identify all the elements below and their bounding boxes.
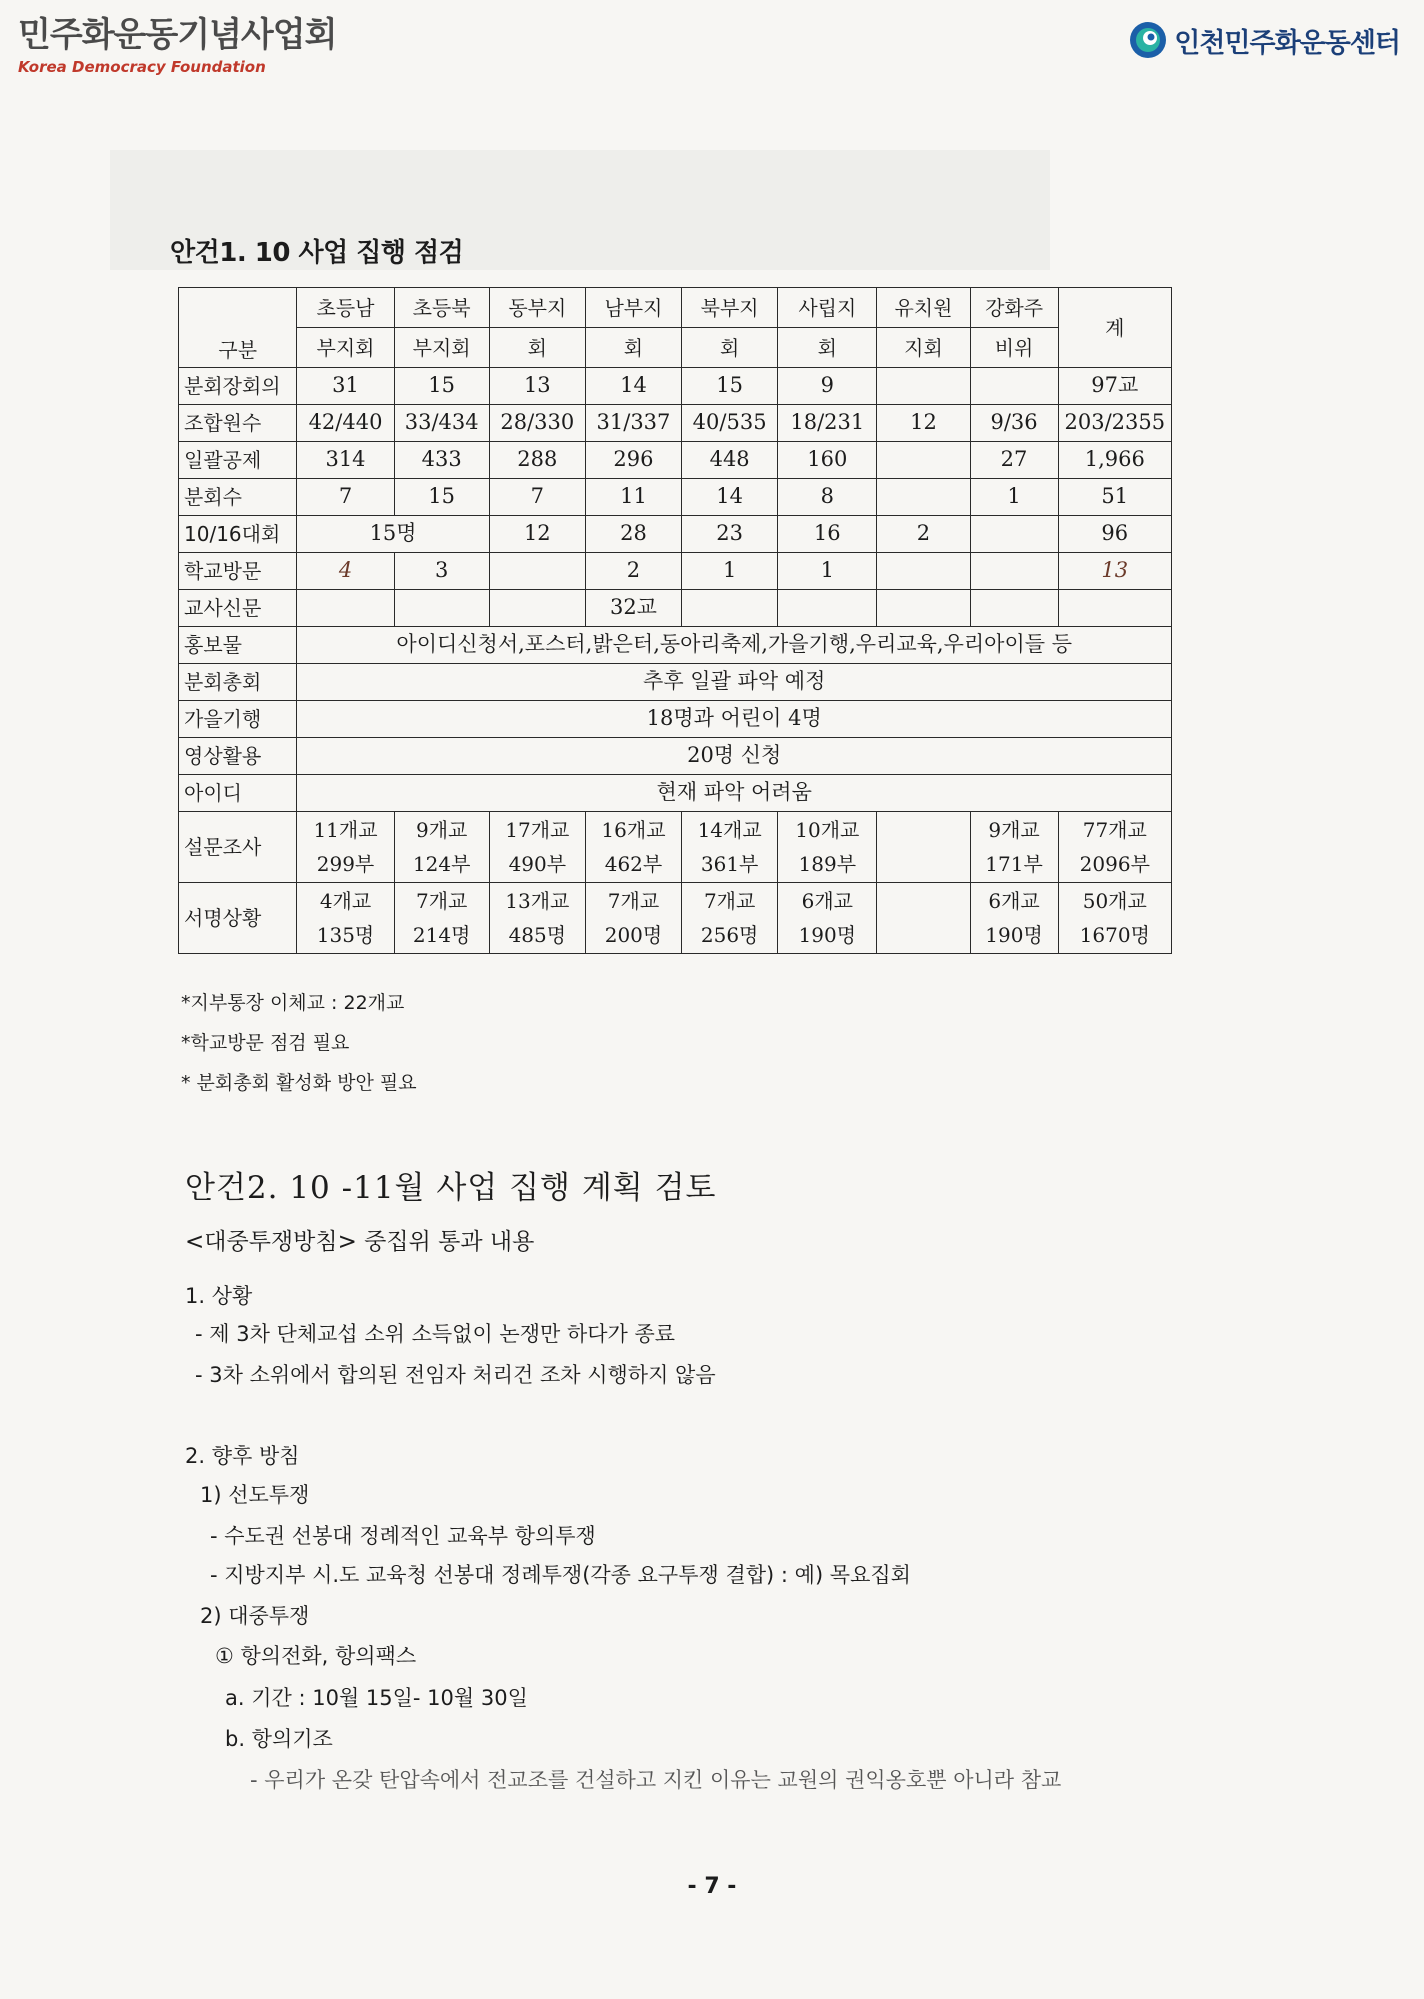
table-cell: 42/440: [297, 405, 394, 442]
table-cell: 33/434: [394, 405, 489, 442]
cell-line: 462부: [604, 852, 663, 876]
column-header: 회: [489, 328, 585, 368]
table-cell: [970, 553, 1058, 590]
corner-header: 구분: [179, 288, 297, 368]
table-cell: [1058, 590, 1171, 627]
cell-line: 6개교: [801, 889, 853, 913]
cell-line: 14개교: [697, 818, 762, 842]
table-cell: 12: [877, 405, 970, 442]
cell-line: 11개교: [313, 818, 378, 842]
row-label: 분회총회: [179, 664, 297, 701]
table-row: [179, 664, 1172, 701]
table-cell: [297, 883, 394, 954]
table-cell: 13: [489, 368, 585, 405]
cell-line: 17개교: [505, 818, 570, 842]
table-cell: [970, 368, 1058, 405]
cell-line: 77개교: [1082, 818, 1147, 842]
body-line: ① 항의전화, 항의팩스: [215, 1644, 417, 1668]
span-cell: 18명과 어린이 4명: [297, 701, 1172, 738]
table-cell: [297, 812, 394, 883]
table-row: [179, 368, 1172, 405]
table-row: [179, 883, 1172, 954]
cell-line: 361부: [700, 852, 759, 876]
table-cell: [970, 516, 1058, 553]
table-row: [179, 812, 1172, 883]
table-cell: 31: [297, 368, 394, 405]
handwritten-cell: 4: [297, 553, 394, 590]
cell-line: 190명: [985, 923, 1043, 947]
column-header: 사립지: [778, 288, 877, 328]
table-cell: [970, 812, 1058, 883]
cell-line: 171부: [985, 852, 1043, 876]
table-cell: 1: [682, 553, 778, 590]
row-label: 가을기행: [179, 701, 297, 738]
total-column-header: 계: [1058, 288, 1171, 368]
table-cell: [970, 590, 1058, 627]
body-line: - 우리가 온갖 탄압속에서 전교조를 건설하고 지킨 이유는 교원의 권익옹호뿐 아니라 참교: [250, 1768, 1062, 1792]
agenda1-title: 안건1. 10 사업 집행 점검: [170, 238, 464, 268]
table-cell: 3: [394, 553, 489, 590]
table-cell: [585, 883, 681, 954]
table-cell: 8: [778, 479, 877, 516]
table-cell: 448: [682, 442, 778, 479]
column-header: 회: [585, 328, 681, 368]
row-label: 서명상황: [179, 883, 297, 954]
cell-line: 7개교: [415, 889, 468, 913]
note-line: * 분회총회 활성화 방안 필요: [181, 1072, 417, 1094]
incheon-center-logo: [1128, 20, 1400, 60]
cell-line: 50개교: [1082, 889, 1147, 913]
row-label: 10/16대회: [179, 516, 297, 553]
project-status-table: [178, 287, 1172, 954]
body-line: - 3차 소위에서 합의된 전임자 처리건 조차 시행하지 않음: [195, 1363, 716, 1387]
table-notes: [181, 988, 417, 1108]
span-cell: 현재 파악 어려움: [297, 775, 1172, 812]
table-cell: [877, 812, 970, 883]
table-cell: [877, 590, 970, 627]
note-line: *지부통장 이체교 : 22개교: [181, 992, 405, 1014]
table-cell: 15: [394, 479, 489, 516]
table-cell: 1: [970, 479, 1058, 516]
table-cell: 14: [585, 368, 681, 405]
incheon-center-name: 인천민주화운동센터: [1174, 27, 1400, 59]
table-cell: [682, 812, 778, 883]
merged-cell: 15명: [297, 516, 489, 553]
kdf-logo-korean: 민주화운동기념사업회: [18, 15, 337, 55]
row-label: 분회장회의: [179, 368, 297, 405]
table-cell: [489, 553, 585, 590]
table-cell: 31/337: [585, 405, 681, 442]
section-heading: 2. 향후 방침: [185, 1444, 300, 1468]
row-label: 학교방문: [179, 553, 297, 590]
span-cell: 20명 신청: [297, 738, 1172, 775]
table-row: [179, 442, 1172, 479]
column-header: 남부지: [585, 288, 681, 328]
table-cell: [877, 553, 970, 590]
handwritten-cell: 13: [1058, 553, 1171, 590]
table-cell: 296: [585, 442, 681, 479]
table-row: [179, 627, 1172, 664]
table-cell: [489, 590, 585, 627]
table-cell: 203/2355: [1058, 405, 1171, 442]
cell-line: 9개교: [988, 818, 1040, 842]
table-cell: 97교: [1058, 368, 1171, 405]
table-cell: [394, 883, 489, 954]
table-cell: [778, 812, 877, 883]
table-cell: 2: [585, 553, 681, 590]
cell-line: 9개교: [415, 818, 468, 842]
row-label: 영상활용: [179, 738, 297, 775]
table-cell: 1,966: [1058, 442, 1171, 479]
table-header-row-1: [179, 288, 1172, 328]
cell-line: 7개교: [607, 889, 660, 913]
table-cell: 1: [778, 553, 877, 590]
swirl-emblem-icon: [1128, 20, 1168, 60]
table-cell: 16: [778, 516, 877, 553]
table-cell: [778, 883, 877, 954]
table-cell: 15: [682, 368, 778, 405]
note-line: *학교방문 점검 필요: [181, 1032, 350, 1054]
table-cell: [585, 812, 681, 883]
kdf-logo: [18, 15, 337, 76]
column-header: 동부지: [489, 288, 585, 328]
agenda2-title: 안건2. 10 -11월 사업 집행 계획 검토: [185, 1170, 717, 1206]
column-header: 초등남: [297, 288, 394, 328]
cell-line: 7개교: [703, 889, 756, 913]
cell-line: 135명: [316, 923, 375, 947]
cell-line: 189부: [798, 852, 857, 876]
table-cell: [970, 883, 1058, 954]
table-cell: 160: [778, 442, 877, 479]
table-cell: 12: [489, 516, 585, 553]
cell-line: 4개교: [319, 889, 372, 913]
body-line: a. 기간 : 10월 15일- 10월 30일: [225, 1686, 528, 1710]
column-header: 회: [778, 328, 877, 368]
cell-line: 190명: [798, 923, 857, 947]
cell-line: 490부: [508, 852, 567, 876]
table-cell: 314: [297, 442, 394, 479]
table-cell: 32교: [585, 590, 681, 627]
subsection-heading: 1) 선도투쟁: [200, 1483, 310, 1507]
table-cell: 7: [489, 479, 585, 516]
table-row: [179, 553, 1172, 590]
table-cell: [877, 442, 970, 479]
row-label: 아이디: [179, 775, 297, 812]
column-header: 지회: [877, 328, 970, 368]
table-cell: 7: [297, 479, 394, 516]
table-row: [179, 405, 1172, 442]
body-line: b. 항의기조: [225, 1727, 333, 1751]
page-number: - 7 -: [687, 1874, 737, 1899]
cell-line: 124부: [412, 852, 471, 876]
column-header: 부지회: [394, 328, 489, 368]
table-cell: 96: [1058, 516, 1171, 553]
table-cell: [682, 590, 778, 627]
table-cell: 9/36: [970, 405, 1058, 442]
column-header: 북부지: [682, 288, 778, 328]
table-cell: 433: [394, 442, 489, 479]
table-cell: 28: [585, 516, 681, 553]
table-cell: 27: [970, 442, 1058, 479]
row-label: 일괄공제: [179, 442, 297, 479]
subsection-heading: 2) 대중투쟁: [200, 1604, 310, 1628]
table-cell: 14: [682, 479, 778, 516]
table-header-row-2: [179, 328, 1172, 368]
column-header: 비위: [970, 328, 1058, 368]
column-header: 유치원: [877, 288, 970, 328]
table-row: [179, 701, 1172, 738]
table-row: [179, 590, 1172, 627]
cell-line: 10개교: [795, 818, 860, 842]
body-line: - 지방지부 시.도 교육청 선봉대 정례투쟁(각종 요구투쟁 결합) : 예) 목요집회: [210, 1563, 911, 1587]
table-cell: 288: [489, 442, 585, 479]
kdf-logo-english: Korea Democracy Foundation: [18, 58, 266, 76]
table-cell: [1058, 883, 1171, 954]
table-row: [179, 516, 1172, 553]
table-cell: [297, 590, 394, 627]
table-cell: 18/231: [778, 405, 877, 442]
cell-line: 13개교: [505, 889, 570, 913]
table-cell: [778, 590, 877, 627]
table-cell: 28/330: [489, 405, 585, 442]
cell-line: 200명: [604, 923, 663, 947]
row-label: 홍보물: [179, 627, 297, 664]
cell-line: 256명: [700, 923, 759, 947]
cell-line: 16개교: [601, 818, 666, 842]
table-cell: [877, 479, 970, 516]
cell-line: 1670명: [1079, 923, 1150, 947]
cell-line: 2096부: [1079, 852, 1150, 876]
table-cell: [394, 812, 489, 883]
table-cell: 23: [682, 516, 778, 553]
column-header: 초등북: [394, 288, 489, 328]
column-header: 강화주: [970, 288, 1058, 328]
table-cell: 51: [1058, 479, 1171, 516]
table-cell: 40/535: [682, 405, 778, 442]
table-cell: 9: [778, 368, 877, 405]
table-cell: [877, 883, 970, 954]
table-row: [179, 775, 1172, 812]
agenda2-subtitle: <대중투쟁방침> 중집위 통과 내용: [185, 1229, 535, 1255]
span-cell: 아이디신청서,포스터,밝은터,동아리축제,가을기행,우리교육,우리아이들 등: [297, 627, 1172, 664]
table-cell: [682, 883, 778, 954]
table-cell: 2: [877, 516, 970, 553]
section-heading: 1. 상황: [185, 1284, 253, 1308]
table-cell: [489, 883, 585, 954]
column-header: 회: [682, 328, 778, 368]
row-label: 교사신문: [179, 590, 297, 627]
span-cell: 추후 일괄 파악 예정: [297, 664, 1172, 701]
body-line: - 수도권 선봉대 정례적인 교육부 항의투쟁: [210, 1524, 596, 1548]
row-label: 분회수: [179, 479, 297, 516]
row-label: 설문조사: [179, 812, 297, 883]
table-cell: [1058, 812, 1171, 883]
table-cell: [394, 590, 489, 627]
cell-line: 485명: [508, 923, 567, 947]
row-label: 조합원수: [179, 405, 297, 442]
column-header: 부지회: [297, 328, 394, 368]
table-cell: 11: [585, 479, 681, 516]
table-cell: [489, 812, 585, 883]
cell-line: 6개교: [988, 889, 1040, 913]
cell-line: 299부: [316, 852, 375, 876]
cell-line: 214명: [412, 923, 471, 947]
table-cell: 15: [394, 368, 489, 405]
table-row: [179, 738, 1172, 775]
table-cell: [877, 368, 970, 405]
body-line: - 제 3차 단체교섭 소위 소득없이 논쟁만 하다가 종료: [195, 1322, 676, 1346]
table-row: [179, 479, 1172, 516]
